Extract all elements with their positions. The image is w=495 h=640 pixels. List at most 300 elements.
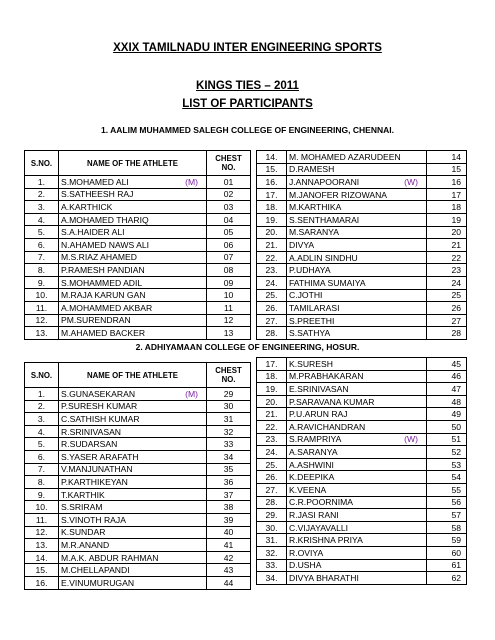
serial-number: 3. [25,413,59,426]
athlete-name: M.R.ANAND [61,539,110,550]
serial-number: 34. [257,572,287,585]
gender-mark: (W) [404,176,418,187]
table-row [257,276,467,289]
serial-number: 26. [257,471,287,484]
athlete-name-cell [287,521,427,534]
table-row [25,251,251,264]
athlete-name: S.A.HAIDER ALI [61,227,125,238]
serial-number: 28. [257,327,287,340]
chest-number: 37 [207,488,251,501]
chest-number: 56 [427,496,467,509]
athlete-name: A.RAVICHANDRAN [289,421,366,432]
table-row [25,413,251,426]
table-row [25,539,251,552]
chest-number: 59 [427,534,467,547]
athlete-name: S.MOHAMMED ADIL [61,277,143,288]
section-heading-college-2: 2. ADHIYAMAAN COLLEGE OF ENGINEERING, HOSUR. [135,342,360,352]
chest-number: 01 [207,176,251,189]
serial-number: 25. [257,458,287,471]
athlete-name-cell [287,276,427,289]
chest-number: 04 [207,213,251,226]
chest-number: 09 [207,276,251,289]
athlete-name: R.KRISHNA PRIYA [289,535,363,546]
serial-number: 4. [25,213,59,226]
chest-number: 34 [207,450,251,463]
athlete-name-cell [287,289,427,302]
athlete-name: C.SATHISH KUMAR [61,413,140,424]
table-row [257,239,467,252]
serial-number: 2. [25,400,59,413]
athlete-name-cell [287,314,427,327]
athlete-name: E.SRINIVASAN [289,383,349,394]
athlete-name-cell [287,163,427,176]
athlete-name-cell [287,201,427,214]
athlete-name: D.USHA [289,560,322,571]
athlete-name-cell [59,425,207,438]
table-row [257,433,467,446]
table-row [257,546,467,559]
chest-number: 17 [427,188,467,201]
table-row [257,420,467,433]
serial-number: 33. [257,559,287,572]
serial-number: 27. [257,314,287,327]
table-row [25,551,251,564]
athlete-name: A.ASHWINI [289,459,334,470]
athlete-name-cell [287,433,427,446]
table-row [257,509,467,522]
table-row [25,450,251,463]
table-row [25,438,251,451]
serial-number: 30. [257,521,287,534]
athlete-name: S.VINOTH RAJA [61,514,126,525]
athlete-name: R.SUDARSAN [61,439,118,450]
athlete-name-cell [59,314,207,327]
table-row [257,302,467,315]
table-row [257,446,467,459]
table-row [25,501,251,514]
serial-number: 29. [257,509,287,522]
table-row [25,476,251,489]
table-row [25,463,251,476]
athlete-name-cell [59,450,207,463]
athlete-name: M.A.K. ABDUR RAHMAN [61,552,159,563]
athlete-name: K.SURESH [289,358,333,369]
athlete-name-cell [59,576,207,589]
table-row [257,251,467,264]
athlete-name-cell [287,420,427,433]
chest-number: 07 [207,251,251,264]
athlete-name: M.PRABHAKARAN [289,371,364,382]
chest-number: 15 [427,163,467,176]
table-row [257,534,467,547]
table-row [257,314,467,327]
serial-number: 5. [25,226,59,239]
athlete-name: R.OVIYA [289,547,324,558]
serial-number: 8. [25,264,59,277]
athlete-name: S.SENTHAMARAI [289,214,360,225]
serial-number: 11. [25,301,59,314]
athlete-name: P.KARTHIKEYAN [61,476,128,487]
athlete-name: S.SRIRAM [61,502,103,513]
chest-number: 39 [207,513,251,526]
chest-number: 11 [207,301,251,314]
serial-number: 27. [257,483,287,496]
serial-number: 7. [25,251,59,264]
serial-number: 21. [257,239,287,252]
athlete-name: V.MANJUNATHAN [61,464,133,475]
athlete-name: M.KARTHIKA [289,202,342,213]
column-header-sno: S.NO. [25,363,59,388]
table-row [257,458,467,471]
chest-number: 22 [427,251,467,264]
athlete-name: P.U.ARUN RAJ [289,409,348,420]
chest-number: 32 [207,425,251,438]
athlete-name-cell [287,264,427,277]
athlete-name: A.KARTHICK [61,201,113,212]
table-row [25,388,251,401]
chest-number: 49 [427,408,467,421]
participants-table-college-2-left [24,362,251,590]
table-row [257,521,467,534]
chest-number: 20 [427,226,467,239]
chest-number: 26 [427,302,467,315]
serial-number: 24. [257,276,287,289]
gender-mark: (M) [185,176,198,187]
athlete-name: DIVYA [289,239,315,250]
chest-number: 25 [427,289,467,302]
athlete-name: A.SARANYA [289,446,338,457]
table-row [25,188,251,201]
athlete-name: R.JASI RANI [289,509,339,520]
athlete-name-cell [59,264,207,277]
chest-number: 16 [427,176,467,189]
chest-number: 18 [427,201,467,214]
column-header-chest: CHEST NO. [207,363,251,388]
athlete-name-cell [59,213,207,226]
chest-number: 50 [427,420,467,433]
chest-number: 51 [427,433,467,446]
chest-number: 08 [207,264,251,277]
athlete-name-cell [287,534,427,547]
table-row [257,213,467,226]
serial-number: 23. [257,264,287,277]
athlete-name-cell [287,188,427,201]
chest-number: 24 [427,276,467,289]
table-row [257,264,467,277]
table-row [25,400,251,413]
athlete-name: C.JOTHI [289,290,323,301]
table-row [25,176,251,189]
athlete-name-cell [287,226,427,239]
athlete-name: C.VIJAYAVALLI [289,522,349,533]
chest-number: 52 [427,446,467,459]
athlete-name-cell [287,496,427,509]
chest-number: 44 [207,576,251,589]
serial-number: 18. [257,201,287,214]
chest-number: 29 [207,388,251,401]
serial-number: 20. [257,395,287,408]
athlete-name-cell [287,559,427,572]
serial-number: 25. [257,289,287,302]
athlete-name-cell [287,572,427,585]
serial-number: 8. [25,476,59,489]
table-row [257,496,467,509]
chest-number: 62 [427,572,467,585]
athlete-name: S.PREETHI [289,315,335,326]
chest-number: 43 [207,564,251,577]
athlete-name: S.YASER ARAFATH [61,451,139,462]
athlete-name-cell [287,408,427,421]
chest-number: 12 [207,314,251,327]
athlete-name: J.ANNAPOORANI [289,176,360,187]
list-title: LIST OF PARTICIPANTS [182,98,313,110]
athlete-name-cell [59,238,207,251]
athlete-name: N.AHAMED NAWS ALI [61,239,150,250]
chest-number: 10 [207,289,251,302]
athlete-name: T.KARTHIK [61,489,105,500]
chest-number: 42 [207,551,251,564]
athlete-name-cell [59,438,207,451]
athlete-name-cell [59,188,207,201]
chest-number: 05 [207,226,251,239]
athlete-name: D.RAMESH [289,164,335,175]
athlete-name-cell [59,501,207,514]
table-row [257,163,467,176]
chest-number: 47 [427,383,467,396]
chest-number: 57 [427,509,467,522]
athlete-name: P.SARAVANA KUMAR [289,396,375,407]
athlete-name-cell [287,358,427,371]
table-row [25,201,251,214]
athlete-name: K.DEEPIKA [289,472,335,483]
serial-number: 22. [257,251,287,264]
serial-number: 20. [257,226,287,239]
athlete-name: S.MOHAMED ALI [61,176,129,187]
athlete-name-cell [59,201,207,214]
serial-number: 15. [257,163,287,176]
serial-number: 12. [25,314,59,327]
athlete-name: R.SRINIVASAN [61,426,122,437]
column-header-sno: S.NO. [25,151,59,176]
athlete-name-cell [287,239,427,252]
serial-number: 4. [25,425,59,438]
athlete-name-cell [59,251,207,264]
section-heading-college-1: 1. AALIM MUHAMMED SALEGH COLLEGE OF ENGINEERING, CHENNAI. [101,125,394,135]
table-row [25,289,251,302]
table-row [257,151,467,164]
chest-number: 48 [427,395,467,408]
athlete-name: K.VEENA [289,484,327,495]
serial-number: 1. [25,176,59,189]
chest-number: 21 [427,239,467,252]
table-row [257,483,467,496]
serial-number: 9. [25,488,59,501]
table-row [257,572,467,585]
table-row [257,395,467,408]
serial-number: 31. [257,534,287,547]
chest-number: 03 [207,201,251,214]
serial-number: 7. [25,463,59,476]
table-row [25,526,251,539]
athlete-name: S.SATHEESH RAJ [61,189,134,200]
table-row [25,513,251,526]
chest-number: 28 [427,327,467,340]
chest-number: 61 [427,559,467,572]
athlete-name: C.R.POORNIMA [289,497,353,508]
athlete-name-cell [287,176,427,189]
serial-number: 16. [257,176,287,189]
athlete-name: P.RAMESH PANDIAN [61,264,145,275]
table-row [257,408,467,421]
table-row [257,176,467,189]
event-title: KINGS TIES – 2011 [196,80,299,92]
athlete-name-cell [287,383,427,396]
serial-number: 23. [257,433,287,446]
serial-number: 26. [257,302,287,315]
table-row [25,488,251,501]
athlete-name-cell [59,327,207,340]
athlete-name-cell [59,276,207,289]
chest-number: 36 [207,476,251,489]
participants-table-college-2-right [256,357,467,585]
chest-number: 53 [427,458,467,471]
table-row [257,201,467,214]
athlete-name: A.ADLIN SINDHU [289,252,358,263]
chest-number: 54 [427,471,467,484]
table-row [257,188,467,201]
serial-number: 6. [25,450,59,463]
chest-number: 19 [427,213,467,226]
athlete-name: A.MOHAMED THARIQ [61,214,149,225]
serial-number: 24. [257,446,287,459]
serial-number: 13. [25,327,59,340]
athlete-name-cell [59,301,207,314]
athlete-name-cell [287,151,427,164]
chest-number: 55 [427,483,467,496]
serial-number: 10. [25,289,59,302]
serial-number: 9. [25,276,59,289]
athlete-name: A.MOHAMMED AKBAR [61,302,153,313]
document-title: XXIX TAMILNADU INTER ENGINEERING SPORTS [113,42,382,54]
chest-number: 45 [427,358,467,371]
athlete-name-cell [287,327,427,340]
chest-number: 30 [207,400,251,413]
chest-number: 41 [207,539,251,552]
athlete-name-cell [59,226,207,239]
athlete-name-cell [287,458,427,471]
chest-number: 14 [427,151,467,164]
athlete-name: S.GUNASEKARAN [61,388,136,399]
serial-number: 10. [25,501,59,514]
athlete-name-cell [59,413,207,426]
athlete-name: M.JANOFER RIZOWANA [289,189,388,200]
table-row [25,301,251,314]
table-row [257,370,467,383]
serial-number: 6. [25,238,59,251]
athlete-name-cell [59,526,207,539]
athlete-name: DIVYA BHARATHI [289,572,359,583]
table-row [257,559,467,572]
serial-number: 15. [25,564,59,577]
athlete-name-cell [59,388,207,401]
chest-number: 40 [207,526,251,539]
chest-number: 27 [427,314,467,327]
table-row [25,264,251,277]
table-row [25,276,251,289]
athlete-name: M.S.RIAZ AHAMED [61,252,137,263]
athlete-name-cell [287,483,427,496]
chest-number: 33 [207,438,251,451]
serial-number: 14. [257,151,287,164]
table-row [25,314,251,327]
athlete-name: M.CHELLAPANDI [61,565,130,576]
serial-number: 5. [25,438,59,451]
athlete-name-cell [287,446,427,459]
athlete-name-cell [59,400,207,413]
athlete-name: M.AHAMED BACKER [61,327,146,338]
athlete-name-cell [287,471,427,484]
serial-number: 18. [257,370,287,383]
chest-number: 46 [427,370,467,383]
athlete-name-cell [287,302,427,315]
athlete-name-cell [59,488,207,501]
chest-number: 31 [207,413,251,426]
athlete-name-cell [59,463,207,476]
athlete-name-cell [59,513,207,526]
table-row [257,358,467,371]
gender-mark: (W) [404,434,418,445]
chest-number: 02 [207,188,251,201]
serial-number: 19. [257,383,287,396]
athlete-name: E.VINUMURUGAN [61,577,135,588]
participants-table-college-1-left [24,150,251,340]
column-header-chest: CHEST NO. [207,151,251,176]
athlete-name: TAMILARASI [289,302,340,313]
athlete-name: P.UDHAYA [289,265,331,276]
chest-number: 23 [427,264,467,277]
serial-number: 32. [257,546,287,559]
serial-number: 14. [25,551,59,564]
chest-number: 35 [207,463,251,476]
table-row [257,471,467,484]
chest-number: 38 [207,501,251,514]
athlete-name-cell [59,539,207,552]
serial-number: 19. [257,213,287,226]
table-row [25,564,251,577]
serial-number: 11. [25,513,59,526]
athlete-name-cell [287,509,427,522]
serial-number: 12. [25,526,59,539]
athlete-name: M. MOHAMED AZARUDEEN [289,151,401,162]
athlete-name: S.SATHYA [289,328,331,339]
athlete-name-cell [287,546,427,559]
table-row [257,226,467,239]
athlete-name: K.SUNDAR [61,527,106,538]
serial-number: 21. [257,408,287,421]
table-row [257,383,467,396]
athlete-name: S.RAMPRIYA [289,434,342,445]
participants-table-college-1-right [256,150,467,340]
athlete-name: PM.SURENDRAN [61,315,131,326]
serial-number: 28. [257,496,287,509]
serial-number: 17. [257,188,287,201]
athlete-name-cell [59,564,207,577]
table-row [25,238,251,251]
gender-mark: (M) [185,388,198,399]
athlete-name-cell [59,551,207,564]
athlete-name-cell [287,251,427,264]
athlete-name: M.RAJA KARUN GAN [61,290,146,301]
